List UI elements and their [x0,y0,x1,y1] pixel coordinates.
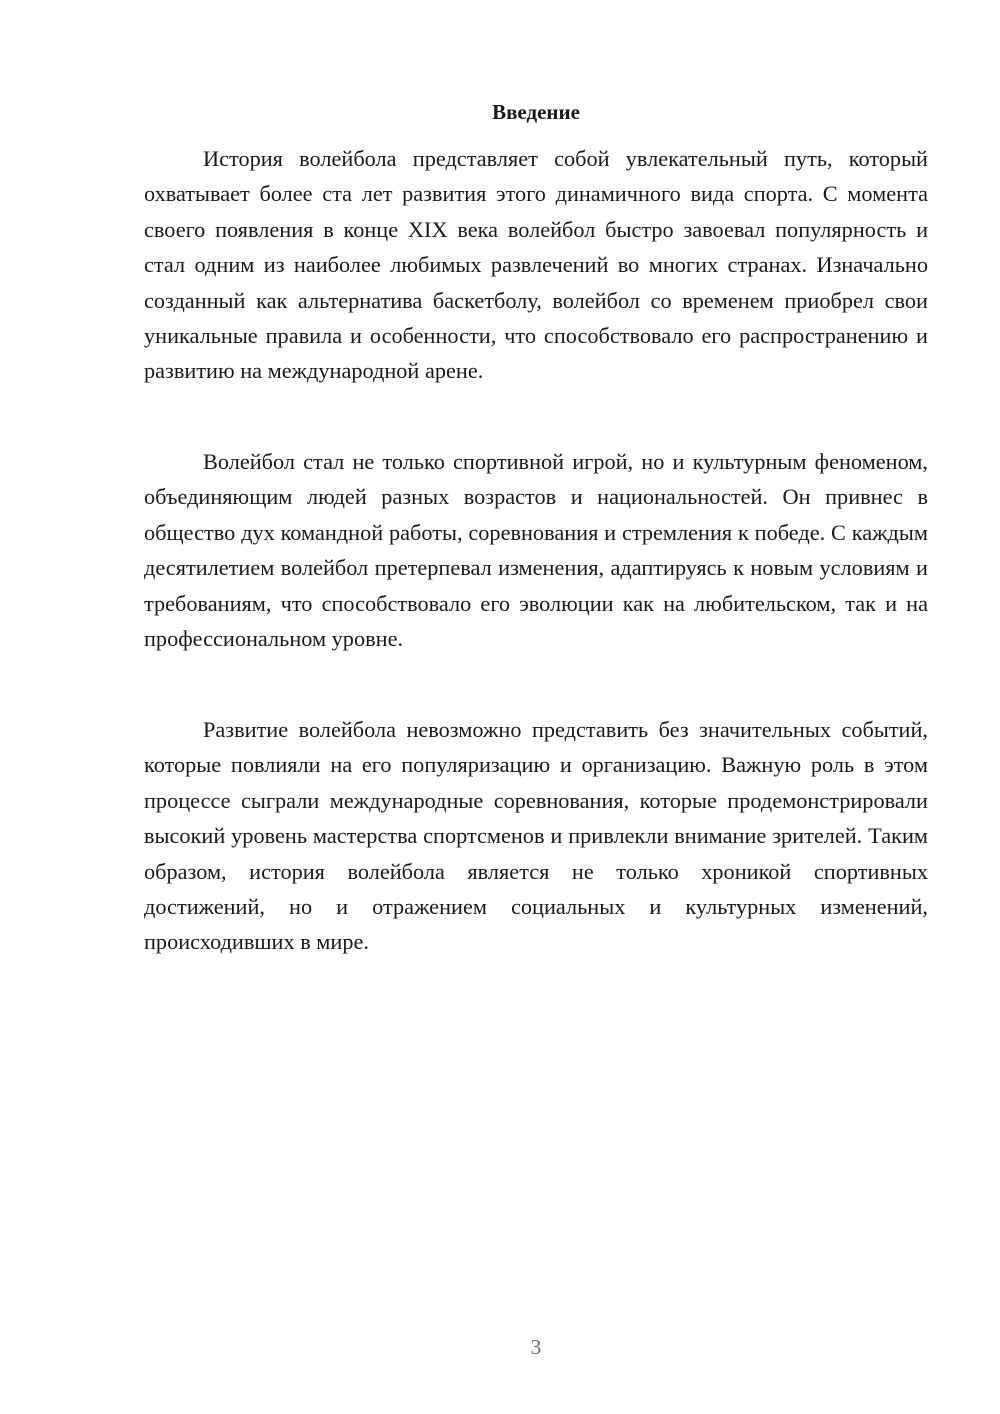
paragraph-3: Развитие волейбола невозможно представить без значительных событий, которые повлияли на его популяризацию и организацию. Важную роль в этом процессе сыграли международные соревнования, которые продемонстрировали высокий уровень мастерства спортсменов и привлекли внимание зрителей. Таким образом, история волейбола является не только хроникой спортивных достижений, но и отражением социальных и культурных изменений, происходивших в мире. [144,717,928,955]
paragraph-1: История волейбола представляет собой увлекательный путь, который охватывает более ста лет развития этого динамичного вида спорта. С момента своего появления в конце XIX века волейбол быстро завоевал популярность и стал одним из наиболее любимых развлечений во многих странах. Изначально созданный как альтернатива баскетболу, волейбол со временем приобрел свои уникальные правила и особенности, что способствовало его распространению и развитию на международной арене. [144,146,928,384]
page-number: 3 [530,1335,542,1359]
section-heading: Введение [492,100,580,124]
paragraph-2: Волейбол стал не только спортивной игрой, но и культурным феноменом, объединяющим людей разных возрастов и национальностей. Он привнес в общество дух командной работы, соревнования и стремления к победе. С каждым десятилетием волейбол претерпевал изменения, адаптируясь к новым условиям и требованиям, что способствовало его эволюции как на любительском, так и на профессиональном уровне. [144,449,928,652]
